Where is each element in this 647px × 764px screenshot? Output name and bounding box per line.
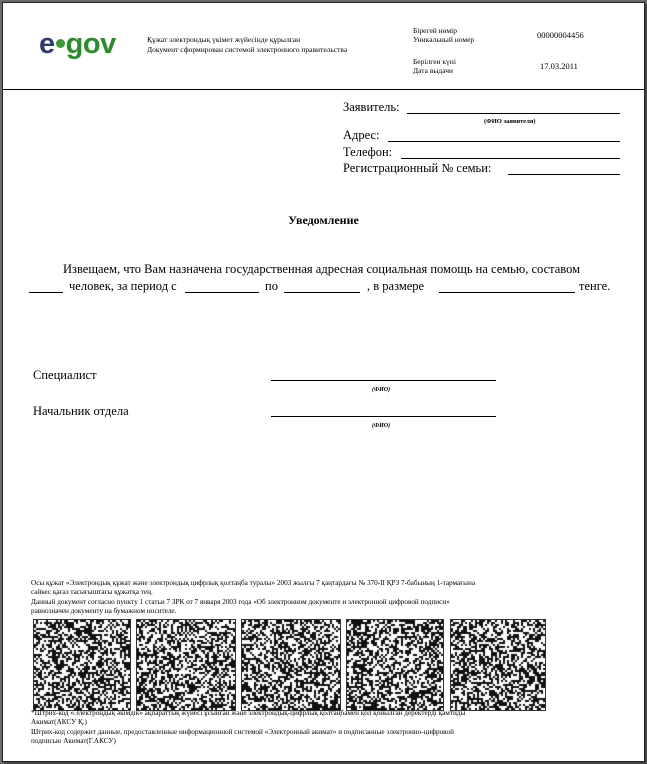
family-reg-line bbox=[508, 174, 620, 175]
barcode-note-ru-1: Штрих-код содержит данные, предоставленные информационной системой «Электронный акимат» и подписанные электронно-цифровой bbox=[31, 728, 454, 736]
egov-logo: e gov bbox=[39, 28, 116, 60]
department-head-label: Начальник отдела bbox=[33, 404, 129, 418]
notice-period-text: человек, за период с bbox=[69, 279, 177, 293]
period-from-line bbox=[185, 292, 259, 293]
logo-dot-icon bbox=[56, 39, 65, 48]
family-size-line bbox=[29, 292, 63, 293]
phone-line bbox=[401, 158, 620, 159]
header-caption-ru: Документ сформирован системой электронного правительства bbox=[147, 45, 348, 54]
unique-number-label-kz: Бірегей нөмір bbox=[413, 26, 458, 35]
department-head-signature-line bbox=[271, 416, 496, 417]
phone-label: Телефон: bbox=[343, 145, 393, 159]
specialist-signature-line bbox=[271, 380, 496, 381]
applicant-line bbox=[407, 113, 620, 114]
barcode-note-ru-2: подписью Акимат(Г.АКСУ) bbox=[31, 737, 116, 745]
unique-number-value: 00000004456 bbox=[537, 30, 584, 40]
barcode-note-kz-1: *Штрих-код «Электрондық әкімдік» ақпараттық жүйесі ұсынған және электрондық-цифрлық қолтаңбамен қол қойылған деректерді қамтиды bbox=[31, 709, 466, 717]
barcode-image bbox=[136, 619, 236, 711]
notice-line-1: Извещаем, что Вам назначена государственная адресная социальная помощь на семью, составом bbox=[63, 262, 581, 276]
header-divider bbox=[3, 89, 644, 90]
applicant-fio-hint: (ФИО заявителя) bbox=[484, 118, 536, 125]
header-caption-kz: Құжат электрондық үкімет жүйесінде құрылған bbox=[147, 35, 301, 44]
notice-size-text: , в размере bbox=[367, 279, 425, 293]
notice-po-text: по bbox=[265, 279, 278, 293]
unique-number-label-ru: Уникальный номер bbox=[413, 35, 475, 44]
issue-date-label-ru: Дата выдачи bbox=[413, 66, 454, 75]
specialist-fio-hint: (ФИО) bbox=[372, 387, 391, 393]
family-reg-label: Регистрационный № семьи: bbox=[343, 161, 492, 175]
legal-note-ru-2: равнозначен документу на бумажном носителе. bbox=[31, 607, 177, 615]
address-label: Адрес: bbox=[343, 128, 380, 142]
notice-tenge-text: тенге. bbox=[579, 279, 611, 293]
department-head-fio-hint: (ФИО) bbox=[372, 423, 391, 429]
legal-note-kz-2: сәйкес қағаз тасығыштағы құжатқа тең. bbox=[31, 588, 153, 596]
issue-date-label-kz: Берілген күні bbox=[413, 57, 456, 66]
legal-note-kz-1: Осы құжат «Электрондық құжат және электрондық цифрлық қолтаңба туралы» 2003 жылғы 7 қаңтардағы № 370-II ҚРЗ 7-бабының 1-тармағына bbox=[31, 579, 476, 587]
address-line bbox=[388, 141, 620, 142]
specialist-label: Специалист bbox=[33, 368, 97, 382]
notice-title: Уведомление bbox=[288, 213, 359, 227]
barcode-note-kz-2: Акимат(АКСУ Қ.) bbox=[31, 718, 87, 726]
legal-note-ru-1: Данный документ согласно пункту 1 статьи 7 ЗРК от 7 января 2003 года «Об электронном документе и электронной цифровой подписи» bbox=[31, 598, 450, 606]
barcode-image bbox=[450, 619, 546, 711]
applicant-label: Заявитель: bbox=[343, 100, 400, 114]
barcode-image bbox=[33, 619, 131, 711]
amount-line bbox=[439, 292, 575, 293]
barcode-image bbox=[346, 619, 444, 711]
period-to-line bbox=[284, 292, 360, 293]
barcode-image bbox=[241, 619, 341, 711]
issue-date-value: 17.03.2011 bbox=[540, 61, 578, 71]
document-page bbox=[2, 2, 645, 762]
